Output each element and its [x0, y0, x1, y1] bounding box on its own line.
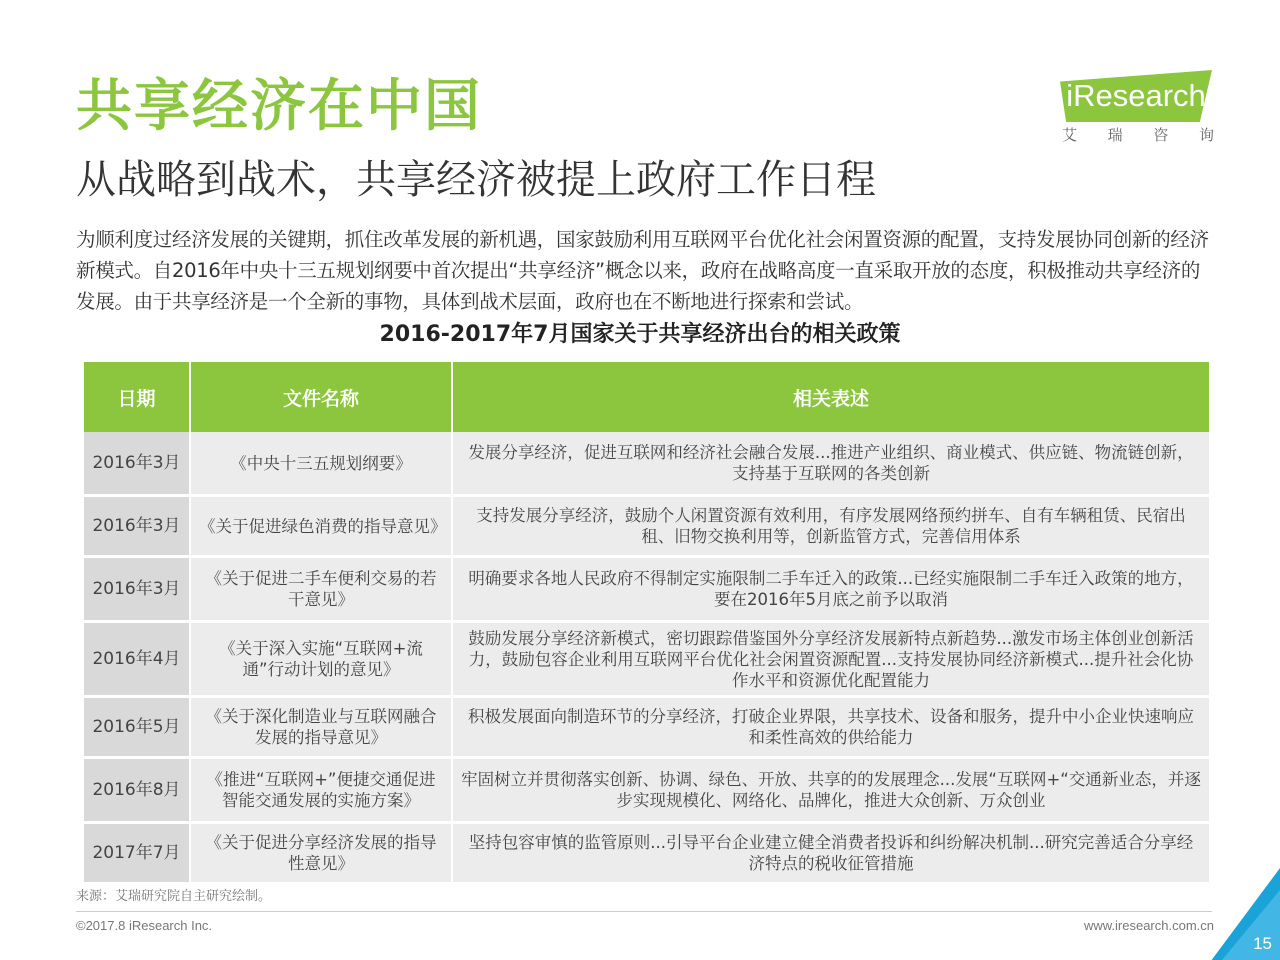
- intro-paragraph: 为顺利度过经济发展的关键期，抓住改革发展的新机遇，国家鼓励利用互联网平台优化社会闲置资源的配置，支持发展协同创新的经济新模式。自2016年中央十三五规划纲要中首次提出“共享经济”概念以来，政府在战略高度一直采取开放的态度，积极推动共享经济的发展。由于共享经济是一个全新的事物，具体到战术层面，政府也在不断地进行探索和尝试。: [76, 228, 1209, 313]
- cell-date: 2016年4月: [84, 623, 189, 698]
- table-header-row: [84, 362, 1209, 432]
- cell-document: 《关于促进绿色消费的指导意见》: [191, 497, 451, 558]
- cell-document: 《中央十三五规划纲要》: [191, 432, 451, 497]
- copyright: ©2017.8 iResearch Inc.: [76, 918, 213, 933]
- logo-char: 询: [1198, 126, 1214, 144]
- cell-date: 2016年5月: [84, 698, 189, 759]
- cell-description: 牢固树立并贯彻落实创新、协调、绿色、开放、共享的的发展理念...发展“互联网+“交通新业态，并逐步实现规模化、网络化、品牌化，推进大众创新、万众创业: [453, 759, 1209, 824]
- cell-document: 《推进“互联网+”便捷交通促进智能交通发展的实施方案》: [191, 759, 451, 824]
- header-description: 相关表述: [453, 362, 1209, 432]
- table-row: [84, 497, 1209, 558]
- cell-description: 鼓励发展分享经济新模式，密切跟踪借鉴国外分享经济发展新特点新趋势...激发市场主体创业创新活力，鼓励包容企业利用互联网平台优化社会闲置资源配置...支持发展协同经济新模式...提升社会化协作水平和资源优化配置能力: [453, 623, 1209, 698]
- cell-date: 2016年3月: [84, 558, 189, 623]
- cell-description: 支持发展分享经济，鼓励个人闲置资源有效利用，有序发展网络预约拼车、自有车辆租赁、民宿出租、旧物交换利用等，创新监管方式，完善信用体系: [453, 497, 1209, 558]
- table-row: [84, 558, 1209, 623]
- cell-description: 积极发展面向制造环节的分享经济，打破企业界限，共享技术、设备和服务，提升中小企业快速响应和柔性高效的供给能力: [453, 698, 1209, 759]
- table-row: [84, 432, 1209, 497]
- header-date: 日期: [84, 362, 189, 432]
- logo-char: 瑞: [1107, 126, 1123, 144]
- iresearch-logo: [1058, 68, 1218, 148]
- logo-text: iResearch: [1066, 78, 1206, 113]
- logo-char: 艾: [1062, 126, 1078, 144]
- table-row: [84, 698, 1209, 759]
- table-row: [84, 824, 1209, 885]
- cell-date: 2016年3月: [84, 432, 189, 497]
- page-subtitle: 从战略到战术，共享经济被提上政府工作日程: [76, 157, 876, 203]
- cell-document: 《关于促进分享经济发展的指导性意见》: [191, 824, 451, 885]
- page-corner-decoration: [1204, 868, 1280, 960]
- cell-document: 《关于深化制造业与互联网融合发展的指导意见》: [191, 698, 451, 759]
- website-url: www.iresearch.com.cn: [1083, 918, 1214, 933]
- cell-date: 2016年3月: [84, 497, 189, 558]
- table-row: [84, 759, 1209, 824]
- cell-date: 2016年8月: [84, 759, 189, 824]
- cell-description: 坚持包容审慎的监管原则...引导平台企业建立健全消费者投诉和纠纷解决机制...研究完善适合分享经济特点的税收征管措施: [453, 824, 1209, 885]
- logo-chinese-name: [1058, 124, 1218, 145]
- cell-description: 发展分享经济，促进互联网和经济社会融合发展...推进产业组织、商业模式、供应链、物流链创新，支持基于互联网的各类创新: [453, 432, 1209, 497]
- policy-table: [82, 362, 1211, 885]
- header-document: 文件名称: [191, 362, 451, 432]
- table-row: [84, 623, 1209, 698]
- source-note: 来源：艾瑞研究院自主研究绘制。: [76, 889, 272, 904]
- cell-date: 2017年7月: [84, 824, 189, 885]
- cell-document: 《关于深入实施“互联网+流通”行动计划的意见》: [191, 623, 451, 698]
- page-number: 15: [1253, 934, 1272, 953]
- page-title: 共享经济在中国: [76, 74, 482, 139]
- cell-document: 《关于促进二手车便利交易的若干意见》: [191, 558, 451, 623]
- table-title: 2016-2017年7月国家关于共享经济出台的相关政策: [379, 322, 901, 347]
- footer-divider: [76, 911, 1212, 912]
- logo-char: 咨: [1153, 126, 1169, 144]
- cell-description: 明确要求各地人民政府不得制定实施限制二手车迁入的政策...已经实施限制二手车迁入政策的地方，要在2016年5月底之前予以取消: [453, 558, 1209, 623]
